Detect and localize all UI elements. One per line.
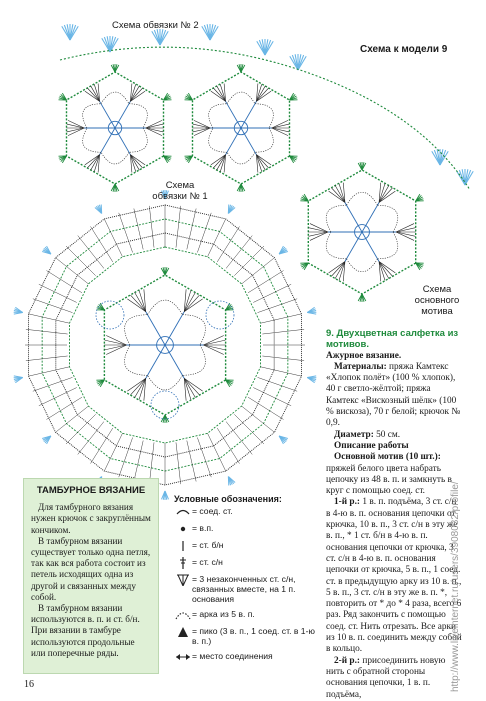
doily-radial-stitch: [66, 414, 96, 444]
motif-arch: [326, 205, 346, 232]
tambour-box: [23, 478, 159, 674]
motif-arch: [227, 152, 255, 164]
motif-arch: [255, 128, 273, 152]
doily-radial-stitch: [253, 284, 291, 302]
doily-radial-stitch: [33, 377, 73, 391]
motif-text: пряжей белого цвета набрать цепочку из 48 в. п. и замкнуть в круг с помощью соед. ст.: [326, 464, 452, 497]
edging-1-label-line2: обвязки № 1: [150, 191, 210, 202]
doily-radial-stitch: [46, 271, 82, 293]
materials-label: Материалы:: [334, 362, 387, 372]
motif-petal-stitch: [105, 345, 127, 350]
motif-petal-stitch: [309, 232, 328, 236]
legend-item-text: = 3 незаконченных ст. с/н, связанных вместе, на 1 п. основания: [192, 574, 324, 604]
edging-2-label: Схема обвязки № 2: [112, 20, 199, 31]
doily-radial-stitch: [234, 414, 264, 444]
main-motif-label: [408, 284, 466, 317]
motif-petal-stitch: [272, 128, 289, 132]
doily-radial-stitch: [248, 397, 284, 419]
motif-petal-stitch: [127, 378, 145, 391]
motif-arch: [378, 232, 398, 259]
motif-petal-stitch: [68, 120, 84, 128]
doily-radial-stitch: [187, 441, 196, 482]
legend-item: [174, 557, 324, 569]
motif-arch: [101, 92, 129, 104]
motif-petal-stitch: [396, 232, 415, 236]
motif-petal-stitch: [193, 124, 210, 128]
motif-spoke: [165, 345, 184, 378]
motif-spoke: [146, 345, 165, 378]
large-circle-diagram: [14, 190, 317, 500]
legend-item-text: = пико (3 в. п., 1 соед. ст. в 1-ю в. п.): [192, 626, 324, 646]
motif-spoke: [226, 128, 241, 155]
doily-radial-stitch: [78, 422, 104, 455]
arc-slip-stitch-icon: [174, 506, 192, 518]
tambour-paragraph-2: В тамбурном вязании существует только одна петля, так как вся работа состоит из петель исходящих одна из другой и связанных между собой.: [31, 536, 151, 603]
motif-petal-stitch: [211, 91, 226, 101]
motif-petal-stitch: [256, 155, 271, 165]
motif-petal-stitch: [146, 128, 162, 136]
motif-arch: [129, 128, 147, 152]
legend-item-text: = в.п.: [192, 523, 324, 533]
doily-radial-stitch: [261, 367, 302, 376]
doily-radial-stitch: [39, 284, 77, 302]
legend-item: [174, 626, 324, 646]
doily-radial-stitch: [176, 442, 181, 484]
article-subheading: Ажурное вязание.: [326, 351, 462, 362]
tambour-paragraph-3: В тамбурном вязании используются в. п. и ст. б/н. При вязании в тамбуре используются продольные или поперечные ряды.: [31, 603, 151, 659]
legend-item: [174, 523, 324, 535]
doily-radial-stitch: [226, 236, 252, 269]
motif-petal-stitch: [204, 345, 224, 355]
diameter-label: Диаметр:: [334, 430, 374, 440]
motif-group: [59, 64, 424, 302]
materials-text: пряжа Камтекс «Хлопок полёт» (100 % хлопок), 40 г светло-жёлтой; пряжа Камтекс «Вискозный шёлк» (100 % вискоза), 70 г белой; крючок № 0,9.: [326, 362, 460, 428]
doily-radial-stitch: [149, 206, 154, 248]
motif-petal-stitch: [272, 124, 289, 128]
motif-arch: [227, 92, 255, 104]
motif-spoke: [115, 128, 130, 155]
motif-arch: [209, 104, 227, 128]
main-motif-label-line1: Схема: [408, 284, 466, 295]
motif-arch: [148, 375, 183, 390]
legend-item: [174, 651, 324, 663]
cross-dc-icon: [174, 557, 192, 569]
diameter-text: 50 см.: [376, 430, 400, 440]
motif-petal-stitch: [193, 128, 210, 132]
motif-arch: [326, 232, 346, 259]
motif-spoke: [241, 101, 256, 128]
legend-item-text: = ст. с/н: [192, 557, 324, 567]
motif-petal-stitch: [396, 224, 414, 232]
edging-2-path: [60, 47, 470, 190]
doily-radial-stitch: [134, 209, 143, 250]
join-arrow-icon: [174, 651, 192, 663]
motif-arch: [209, 128, 227, 152]
motif-petal-stitch: [85, 155, 100, 165]
motif-spoke: [100, 128, 115, 155]
motif-arch: [347, 259, 378, 272]
picot-icon: [174, 626, 192, 638]
main-motif-label-line2: основного: [408, 295, 466, 306]
motif-arch: [125, 345, 148, 375]
motif-petal-stitch: [67, 128, 84, 132]
tambour-paragraph-1: Для тамбурного вязания нужен крючок с закруглённым кончиком.: [31, 502, 151, 536]
motif-petal-stitch: [146, 124, 163, 128]
page-number: 16: [24, 679, 34, 690]
motif-petal-stitch: [184, 378, 202, 391]
doily-radial-stitch: [39, 388, 77, 406]
motif-petal-stitch: [204, 345, 226, 350]
tambour-title: ТАМБУРНОЕ ВЯЗАНИЕ: [31, 485, 151, 496]
motif-petal-stitch: [184, 299, 202, 312]
motif-arch: [101, 152, 129, 164]
motif-petal-stitch: [130, 91, 145, 101]
article-heading: 9. Двухцветная салфетка из мотивов.: [326, 328, 462, 351]
motif-petal-stitch: [396, 228, 415, 232]
doily-radial-stitch: [29, 314, 70, 323]
row1-label: 1-й р.:: [334, 497, 360, 507]
motif-arch: [183, 315, 206, 345]
motif-petal-stitch: [211, 155, 226, 165]
motif-spoke: [362, 202, 379, 232]
doily-radial-stitch: [187, 209, 196, 250]
motif-petal-stitch: [272, 128, 288, 136]
doily-radial-stitch: [29, 367, 70, 376]
motif-petal-stitch: [194, 120, 210, 128]
row1-paragraph: [326, 497, 462, 655]
motif-spoke: [241, 128, 256, 155]
legend: [174, 494, 324, 668]
motif-arch: [125, 315, 148, 345]
motif-arch: [129, 104, 147, 128]
motif-petal-stitch: [194, 128, 210, 136]
motif-spoke: [226, 101, 241, 128]
motif-petal-stitch: [379, 191, 395, 202]
legend-item: [174, 609, 324, 621]
dot-chain-icon: [174, 523, 192, 535]
row2-label: 2-й р.:: [334, 656, 360, 666]
article-text: [326, 328, 462, 701]
doily-radial-stitch: [26, 329, 68, 334]
doily-radial-stitch: [253, 388, 291, 406]
doily-radial-stitch: [208, 219, 226, 257]
legend-item: [174, 506, 324, 518]
edging-1-label-line1: Схема: [150, 180, 210, 191]
motif-arch: [148, 300, 183, 315]
motif-arch: [83, 128, 101, 152]
motif-arch: [183, 345, 206, 375]
doily-radial-stitch: [176, 206, 181, 248]
motif-arch: [83, 104, 101, 128]
doily-radial-stitch: [134, 441, 143, 482]
motif-spoke: [345, 202, 362, 232]
motif-petal-stitch: [67, 124, 84, 128]
motif-arch: [255, 104, 273, 128]
motif-petal-stitch: [146, 120, 162, 128]
motif-spoke: [115, 101, 130, 128]
doily-radial-stitch: [248, 271, 284, 293]
motif-petal-stitch: [130, 155, 145, 165]
legend-item: [174, 540, 324, 552]
doily-radial-stitch: [33, 299, 73, 313]
motif-petal-stitch: [272, 120, 288, 128]
cluster-icon: [174, 574, 192, 586]
motif-petal-stitch: [329, 191, 345, 202]
motif-petal-stitch: [105, 340, 127, 345]
motif-arch: [347, 192, 378, 205]
doily-radial-stitch: [261, 314, 302, 323]
legend-item-text: = соед. ст.: [192, 506, 324, 516]
motif-petal-stitch: [329, 262, 345, 273]
work-label: Описание работы: [326, 441, 462, 452]
row2-text: присоединить новую нить с обратной стороны основания цепочки, 1 в. п. подъёма,: [326, 656, 445, 700]
motif-petal-stitch: [204, 335, 224, 345]
doily-radial-stitch: [197, 438, 211, 478]
diameter-paragraph: [326, 430, 462, 441]
row1-text: 1 в. п. подъёма, 3 ст. с/н в 4-ю в. п. основания цепочки от крючка, 10 в. п., 3 ст. с/н в эту же в. п., * 1 ст. б/н в 4-ю в. п. основания цепочки от крючка, 3 ст. с/н в 4-ю в. п. основания цепочки от крючка, 5 в. п., 1 соед. ст. в предыдущую арку из 10 в. п., 5 в. п., 3 ст. с/н в эту же в. п. *, повторить от * до * 4 раза, всего 6 раз. Ряд закончить с помощью соед. ст. Нить отрезать. Все арки из 10 в. п. соединить между собой в кольцо.: [326, 497, 462, 654]
motif-petal-stitch: [379, 262, 395, 273]
doily-radial-stitch: [262, 329, 304, 334]
motif-spoke: [362, 232, 379, 262]
motif-spoke: [100, 101, 115, 128]
doily-radial-stitch: [262, 356, 304, 361]
hex-motif: [96, 267, 233, 423]
motif-petal-stitch: [127, 299, 145, 312]
doily-radial-stitch: [66, 246, 96, 276]
doily-radial-stitch: [197, 213, 211, 253]
legend-title: Условные обозначения:: [174, 494, 324, 504]
model-title: Схема к модели 9: [360, 44, 447, 55]
motif-petal-stitch: [146, 128, 163, 132]
doily-radial-stitch: [46, 397, 82, 419]
motif-paragraph: [326, 452, 462, 497]
doily-radial-stitch: [119, 213, 133, 253]
doily-radial-stitch: [234, 246, 264, 276]
motif-petal-stitch: [106, 335, 126, 345]
row2-paragraph: [326, 656, 462, 701]
doily-radial-stitch: [26, 356, 68, 361]
doily-medallion: [206, 301, 234, 329]
materials-paragraph: [326, 362, 462, 430]
doily-radial-stitch: [258, 299, 298, 313]
doily-radial-stitch: [217, 428, 239, 464]
motif-petal-stitch: [310, 232, 328, 240]
doily-radial-stitch: [78, 236, 104, 269]
motif-petal-stitch: [396, 232, 414, 240]
doily-radial-stitch: [217, 226, 239, 262]
doily-radial-stitch: [119, 438, 133, 478]
motif-arch: [378, 205, 398, 232]
main-motif-label-line3: мотива: [408, 306, 466, 317]
doily-medallion: [96, 301, 124, 329]
motif-spoke: [165, 312, 184, 345]
motif-petal-stitch: [204, 340, 226, 345]
motif-spoke: [345, 232, 362, 262]
motif-petal-stitch: [310, 224, 328, 232]
motif-petal-stitch: [256, 91, 271, 101]
doily-radial-stitch: [226, 422, 252, 455]
tick-sc-icon: [174, 540, 192, 552]
edging-1-label: [150, 180, 210, 202]
doily-radial-stitch: [258, 377, 298, 391]
legend-item: [174, 574, 324, 604]
doily-radial-stitch: [208, 433, 226, 471]
motif-petal-stitch: [68, 128, 84, 136]
motif-label: Основной мотив (10 шт.):: [334, 452, 441, 462]
hex-motif: [59, 64, 172, 192]
watermark-url: http://www.liveinternet.ru/users/3908032/profile/: [450, 481, 461, 692]
hex-motif: [300, 162, 423, 302]
arch-icon: [174, 609, 192, 621]
motif-spoke: [146, 312, 165, 345]
motif-petal-stitch: [309, 228, 328, 232]
motif-petal-stitch: [106, 345, 126, 355]
legend-item-text: = арка из 5 в. п.: [192, 609, 324, 619]
legend-item-text: = ст. б/н: [192, 540, 324, 550]
motif-petal-stitch: [85, 91, 100, 101]
hex-motif: [185, 64, 298, 192]
legend-item-text: = место соединения: [192, 651, 324, 661]
